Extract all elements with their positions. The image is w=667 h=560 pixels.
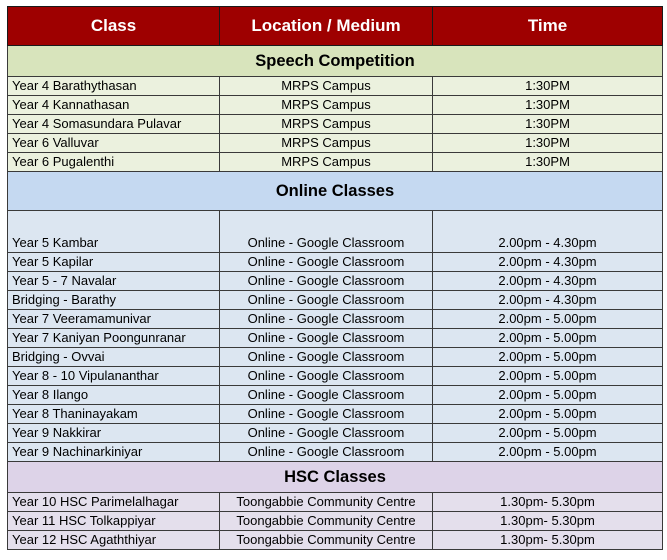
location-cell: Online - Google Classroom xyxy=(220,424,433,443)
time-cell: 1.30pm- 5.30pm xyxy=(433,531,663,550)
time-cell: 1:30PM xyxy=(433,153,663,172)
schedule-table xyxy=(7,6,663,550)
time-cell: 2.00pm - 5.00pm xyxy=(433,310,663,329)
class-cell: Year 5 - 7 Navalar xyxy=(8,272,220,291)
location-cell: Online - Google Classroom xyxy=(220,211,433,253)
class-cell: Year 11 HSC Tolkappiyar xyxy=(8,512,220,531)
table-row xyxy=(8,272,663,291)
time-cell: 1.30pm- 5.30pm xyxy=(433,512,663,531)
location-cell: Online - Google Classroom xyxy=(220,348,433,367)
table-row xyxy=(8,405,663,424)
table-row xyxy=(8,211,663,253)
class-cell: Year 9 Nakkirar xyxy=(8,424,220,443)
section-header-speech xyxy=(8,46,663,77)
location-cell: MRPS Campus xyxy=(220,134,433,153)
location-cell: Toongabbie Community Centre xyxy=(220,512,433,531)
table-row xyxy=(8,329,663,348)
time-cell: 1:30PM xyxy=(433,115,663,134)
table-row xyxy=(8,493,663,512)
time-cell: 2.00pm - 4.30pm xyxy=(433,291,663,310)
class-cell: Bridging - Ovvai xyxy=(8,348,220,367)
location-cell: MRPS Campus xyxy=(220,115,433,134)
section-title: Online Classes xyxy=(8,172,663,211)
time-cell: 2.00pm - 4.30pm xyxy=(433,253,663,272)
location-cell: Toongabbie Community Centre xyxy=(220,531,433,550)
header-location: Location / Medium xyxy=(220,7,433,46)
table-row xyxy=(8,367,663,386)
class-cell: Year 10 HSC Parimelalhagar xyxy=(8,493,220,512)
table-row xyxy=(8,443,663,462)
class-cell: Year 6 Valluvar xyxy=(8,134,220,153)
class-cell: Year 9 Nachinarkiniyar xyxy=(8,443,220,462)
class-cell: Year 8 - 10 Vipulananthar xyxy=(8,367,220,386)
class-cell: Year 8 Ilango xyxy=(8,386,220,405)
time-cell: 2.00pm - 4.30pm xyxy=(433,272,663,291)
location-cell: Online - Google Classroom xyxy=(220,329,433,348)
table-row xyxy=(8,386,663,405)
table-row xyxy=(8,512,663,531)
location-cell: Online - Google Classroom xyxy=(220,443,433,462)
location-cell: MRPS Campus xyxy=(220,153,433,172)
time-cell: 1:30PM xyxy=(433,96,663,115)
class-cell: Bridging - Barathy xyxy=(8,291,220,310)
location-cell: Online - Google Classroom xyxy=(220,272,433,291)
section-title: HSC Classes xyxy=(8,462,663,493)
time-cell: 2.00pm - 5.00pm xyxy=(433,367,663,386)
table-row xyxy=(8,77,663,96)
location-cell: Online - Google Classroom xyxy=(220,253,433,272)
location-cell: Online - Google Classroom xyxy=(220,386,433,405)
schedule-body xyxy=(8,46,663,550)
table-row xyxy=(8,531,663,550)
time-cell: 2.00pm - 5.00pm xyxy=(433,405,663,424)
table-row xyxy=(8,115,663,134)
section-title: Speech Competition xyxy=(8,46,663,77)
time-cell: 1:30PM xyxy=(433,134,663,153)
class-cell: Year 6 Pugalenthi xyxy=(8,153,220,172)
class-cell: Year 4 Barathythasan xyxy=(8,77,220,96)
header-time: Time xyxy=(433,7,663,46)
class-cell: Year 4 Somasundara Pulavar xyxy=(8,115,220,134)
header-row xyxy=(8,7,663,46)
table-row xyxy=(8,291,663,310)
table-row xyxy=(8,310,663,329)
time-cell: 2.00pm - 5.00pm xyxy=(433,386,663,405)
header-class: Class xyxy=(8,7,220,46)
time-cell: 1.30pm- 5.30pm xyxy=(433,493,663,512)
table-row xyxy=(8,134,663,153)
location-cell: Online - Google Classroom xyxy=(220,310,433,329)
location-cell: Toongabbie Community Centre xyxy=(220,493,433,512)
location-cell: MRPS Campus xyxy=(220,77,433,96)
location-cell: Online - Google Classroom xyxy=(220,405,433,424)
time-cell: 2.00pm - 5.00pm xyxy=(433,348,663,367)
time-cell: 2.00pm - 4.30pm xyxy=(433,211,663,253)
section-header-online xyxy=(8,172,663,211)
time-cell: 2.00pm - 5.00pm xyxy=(433,424,663,443)
location-cell: Online - Google Classroom xyxy=(220,367,433,386)
table-row xyxy=(8,253,663,272)
section-header-hsc xyxy=(8,462,663,493)
time-cell: 1:30PM xyxy=(433,77,663,96)
class-cell: Year 8 Thaninayakam xyxy=(8,405,220,424)
class-cell: Year 5 Kapilar xyxy=(8,253,220,272)
class-cell: Year 7 Kaniyan Poongunranar xyxy=(8,329,220,348)
table-row xyxy=(8,424,663,443)
table-row xyxy=(8,96,663,115)
time-cell: 2.00pm - 5.00pm xyxy=(433,329,663,348)
location-cell: Online - Google Classroom xyxy=(220,291,433,310)
table-row xyxy=(8,153,663,172)
time-cell: 2.00pm - 5.00pm xyxy=(433,443,663,462)
class-cell: Year 4 Kannathasan xyxy=(8,96,220,115)
class-cell: Year 12 HSC Agaththiyar xyxy=(8,531,220,550)
class-cell: Year 5 Kambar xyxy=(8,211,220,253)
table-row xyxy=(8,348,663,367)
location-cell: MRPS Campus xyxy=(220,96,433,115)
class-cell: Year 7 Veeramamunivar xyxy=(8,310,220,329)
